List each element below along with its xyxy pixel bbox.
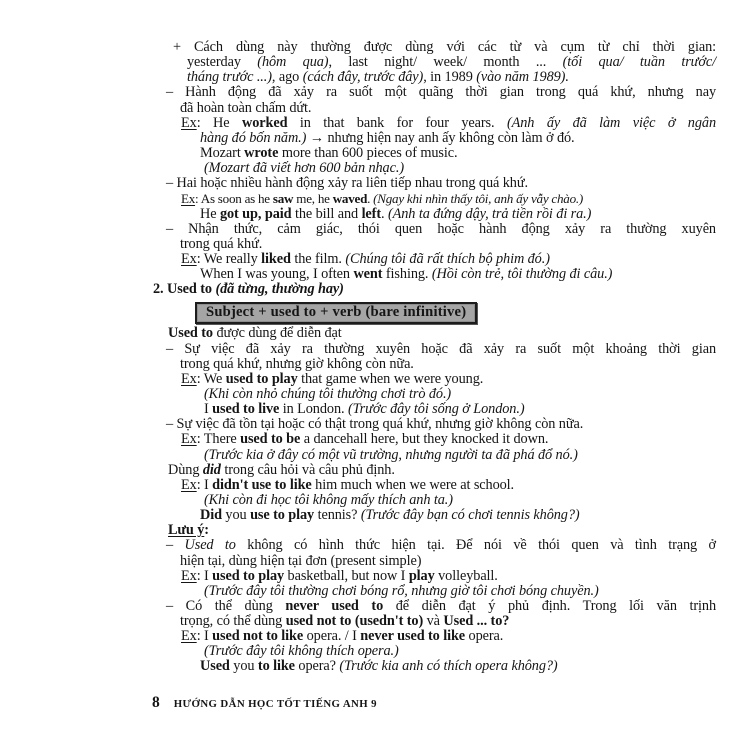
text-segment: opera? [294,658,340,675]
text-segment: Ex [181,628,197,645]
text-segment: tennis? [314,507,361,524]
text-segment: , ago [271,69,303,86]
text-segment: , in 1989 [423,69,477,86]
text-line [140,432,716,447]
text-line [140,191,716,206]
text-segment: wrote [244,144,279,161]
formula-box: Subject + used to + verb (bare infinitive) [195,302,477,324]
text-line [140,387,716,402]
text-segment: để diễn đạt ý phủ định. Trong lối văn trịnh [383,597,716,614]
text-segment: , last night/ week/ month ... [328,54,563,71]
text-segment: to like [257,658,295,675]
text-segment: used not to like [212,628,304,645]
text-segment: in that bank for four years. [287,114,507,131]
text-line [140,252,716,267]
text-segment: hiện tại, dùng hiện tại đơn (present simple) [180,552,422,569]
text-segment: tháng trước ...) [187,69,272,86]
text-segment: never used to [285,597,384,614]
text-line [140,267,716,282]
text-segment: me, he [293,191,333,207]
text-segment: yesterday [187,54,258,71]
text-segment: in London. [279,401,348,418]
text-segment: basketball, but now I [284,567,409,584]
text-line [140,493,716,508]
text-segment: trong câu hỏi và câu phủ định. [220,461,395,478]
text-segment: play [408,567,435,584]
text-segment: used to play [212,567,285,584]
text-segment: . [367,191,374,207]
text-segment: you [229,658,258,675]
text-segment: did [202,461,221,478]
text-segment: used to play [225,370,298,387]
text-segment: When I was young, I often [200,266,354,283]
text-segment: him much when we were at school. [311,476,515,493]
text-segment: : We really [196,250,262,267]
text-segment: fishing. [382,266,432,283]
text-segment: Lưu ý [168,522,205,539]
text-line [140,85,716,100]
text-segment: (Trước kia ở đây có một vũ trường, nhưng người ta đã phá đổ nó.) [204,446,578,463]
text-line [140,357,716,372]
text-segment: : I [196,567,213,584]
text-segment: (Khi còn đi học tôi không mấy thích anh ta.) [204,491,453,508]
text-segment: và [423,613,444,630]
text-segment: : We [196,370,226,387]
text-segment: Ex [181,476,197,493]
text-segment: – [166,537,185,554]
text-line [140,629,716,644]
text-segment: Ex [181,370,197,387]
text-segment: đã hoàn toàn chấm dứt. [180,99,312,116]
text-line [140,70,716,85]
text-segment: liked [261,250,291,267]
text-line [140,554,716,569]
page-number: 8 [152,694,160,711]
text-segment: opera. / I [303,628,361,645]
text-segment: trong quá khứ, nhưng giờ không còn nữa. [180,355,414,372]
text-segment: you [221,507,251,524]
text-segment: – Sự việc đã tồn tại hoặc có thật trong quá khứ, nhưng giờ không còn nữa. [166,416,584,433]
text-segment: paid [264,205,292,222]
text-segment: : There [196,431,241,448]
text-segment: volleyball. [434,567,498,584]
text-segment: 2. Used to [153,281,216,298]
text-line [140,222,716,237]
text-segment: Ex [181,431,197,448]
text-segment: opera. [465,628,504,645]
text-segment: → nhưng hiện nay anh ấy không còn làm ở đó. [306,129,575,146]
text-segment: used not to (usedn't to) [285,613,424,630]
text-segment: (cách đây, trước đây) [302,69,424,86]
text-segment: : I [196,628,213,645]
text-line [140,644,716,659]
text-segment: (Trước đây tôi sống ở London.) [347,401,525,418]
page-content [140,40,716,675]
text-segment: (Khi còn nhỏ chúng tôi thường chơi trò đó.) [204,385,452,402]
text-segment: (Chúng tôi đã rất thích bộ phim đó.) [345,250,550,267]
text-line [140,55,716,70]
text-line [140,402,716,417]
text-segment: trọng, có thể dùng [180,613,286,630]
text-segment: – Hai hoặc nhiều hành động xảy ra liên tiếp nhau trong quá khứ. [166,175,528,192]
text-segment: didn't use to like [212,476,312,493]
text-segment: used to live [212,401,280,418]
text-segment: saw [272,191,294,207]
text-line [140,131,716,146]
text-line [140,342,716,357]
book-title: HƯỚNG DẪN HỌC TỐT TIẾNG ANH 9 [173,698,377,710]
text-segment: that game when we were young. [297,370,484,387]
text-segment: left [361,205,382,222]
text-segment: trong quá khứ. [180,235,263,252]
text-segment: Ex [181,191,196,207]
text-segment: Dùng [168,461,203,478]
text-line [140,161,716,176]
text-line [140,584,716,599]
text-segment: (Trước đây tôi thường chơi bóng rổ, nhưng giờ tôi chơi bóng chuyền.) [204,582,599,599]
text-line [140,448,716,463]
text-line [140,478,716,493]
text-segment: – Có thể dùng [166,597,286,614]
text-segment: được dùng để diễn đạt [212,325,342,342]
text-segment: used to be [240,431,301,448]
text-line [140,146,716,161]
text-segment: (Mozart đã viết hơn 600 bản nhạc.) [204,160,404,177]
text-segment: (Trước đây bạn có chơi tennis không?) [360,507,580,524]
text-line [140,523,716,538]
text-line [140,417,716,432]
text-line [140,508,716,523]
text-segment: He [200,205,220,222]
text-segment: (vào năm 1989). [476,69,569,86]
text-segment: worked [241,114,288,131]
text-segment: more than 600 pieces of music. [278,144,458,161]
text-segment: Mozart [200,144,245,161]
text-line [140,282,716,297]
text-segment: : He [196,114,242,131]
text-line [140,538,716,553]
text-segment: : I [196,476,213,493]
text-segment: + Cách dùng này thường được dùng với các từ và cụm từ chỉ thời gian: [173,39,716,55]
text-segment: I [204,401,213,418]
text-segment: – Sự việc đã xảy ra thường xuyên hoặc đã xảy ra suốt một khoảng thời gian [166,340,716,357]
text-line [140,101,716,116]
text-segment: Ex [181,567,197,584]
text-segment: (Anh ta đứng dậy, trả tiền rồi đi ra.) [387,205,592,222]
text-line [140,569,716,584]
text-segment: use to play [250,507,315,524]
text-line [140,116,716,131]
text-segment: Did [200,507,222,524]
text-segment: (Trước đây tôi không thích opera.) [204,643,399,660]
text-segment: – Hành động đã xảy ra suốt một quãng thời gian trong quá khứ, nhưng nay [166,84,716,101]
text-line [140,207,716,222]
text-segment: Ex [181,114,197,131]
text-line [140,372,716,387]
text-segment: : [204,522,209,539]
text-segment: the film. [290,250,346,267]
text-segment: (đã từng, thường hay) [215,281,344,298]
text-segment: Used to [168,325,213,342]
text-line [140,463,716,478]
text-line [140,237,716,252]
formula-box-row [140,297,716,326]
text-segment: (Anh ấy đã làm việc ở ngân [506,114,717,131]
text-line [140,326,716,341]
text-segment: Ex [181,250,197,267]
text-segment: went [353,266,383,283]
text-segment: never used to like [360,628,466,645]
text-line [140,614,716,629]
text-segment: got up, [219,205,262,222]
text-segment: (hôm qua) [257,54,329,71]
text-segment: . [381,205,388,222]
text-segment: waved [332,191,368,207]
text-segment: (Hồi còn trẻ, tôi thường đi câu.) [431,266,613,283]
text-segment: a dancehall here, but they knocked it down. [300,431,549,448]
text-line [140,176,716,191]
text-segment: Used [200,658,230,675]
page-footer [152,694,377,712]
text-segment: Used to [184,537,236,554]
text-segment: – Nhận thức, cảm giác, thói quen hoặc hành động xảy ra thường xuyên [166,220,716,237]
text-segment: the bill and [291,205,362,222]
text-segment: : As soon as he [195,191,273,207]
text-segment: không có hình thức hiện tại. Để nói về thói quen và tình trạng ở [235,537,716,554]
text-line [140,659,716,674]
text-line [140,40,716,55]
text-line [140,599,716,614]
text-segment: (Trước kia anh có thích opera không?) [339,658,558,675]
text-segment: Used ... to? [443,613,510,630]
text-segment: (Ngay khi nhìn thấy tôi, anh ấy vẫy chào.) [373,191,584,207]
text-segment: hàng đó bốn năm.) [200,129,307,146]
text-segment: (tối qua/ tuần trước/ [562,54,716,71]
